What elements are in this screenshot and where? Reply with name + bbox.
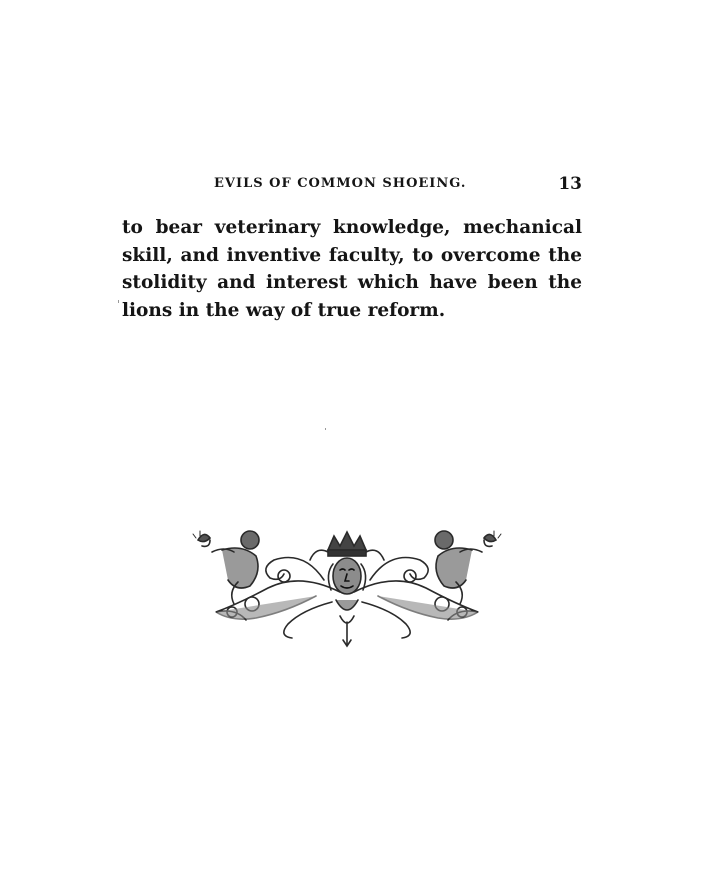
- running-title: EVILS OF COMMON SHOEING.: [214, 176, 467, 191]
- body-paragraph: [122, 214, 582, 324]
- running-head: [122, 174, 582, 196]
- tailpiece-ornament-icon: [192, 520, 502, 650]
- page-number: 13: [558, 174, 582, 194]
- text-line-4: lions in the way of true reform.: [122, 299, 446, 321]
- pendant-icon: [336, 600, 358, 646]
- left-cherub-icon: [212, 531, 259, 604]
- right-butterfly-icon: [484, 531, 501, 546]
- margin-speck: [118, 300, 119, 303]
- text-line-2: skill, and inventive faculty, to overcome the: [122, 244, 582, 266]
- left-butterfly-icon: [193, 531, 210, 546]
- text-line-1: to bear veterinary knowledge, mechanical: [122, 217, 582, 238]
- right-cherub-icon: [435, 531, 482, 604]
- crown-icon: [328, 532, 366, 556]
- page-speck: [325, 428, 326, 430]
- text-line-3: stolidity and interest which have been the: [122, 272, 582, 293]
